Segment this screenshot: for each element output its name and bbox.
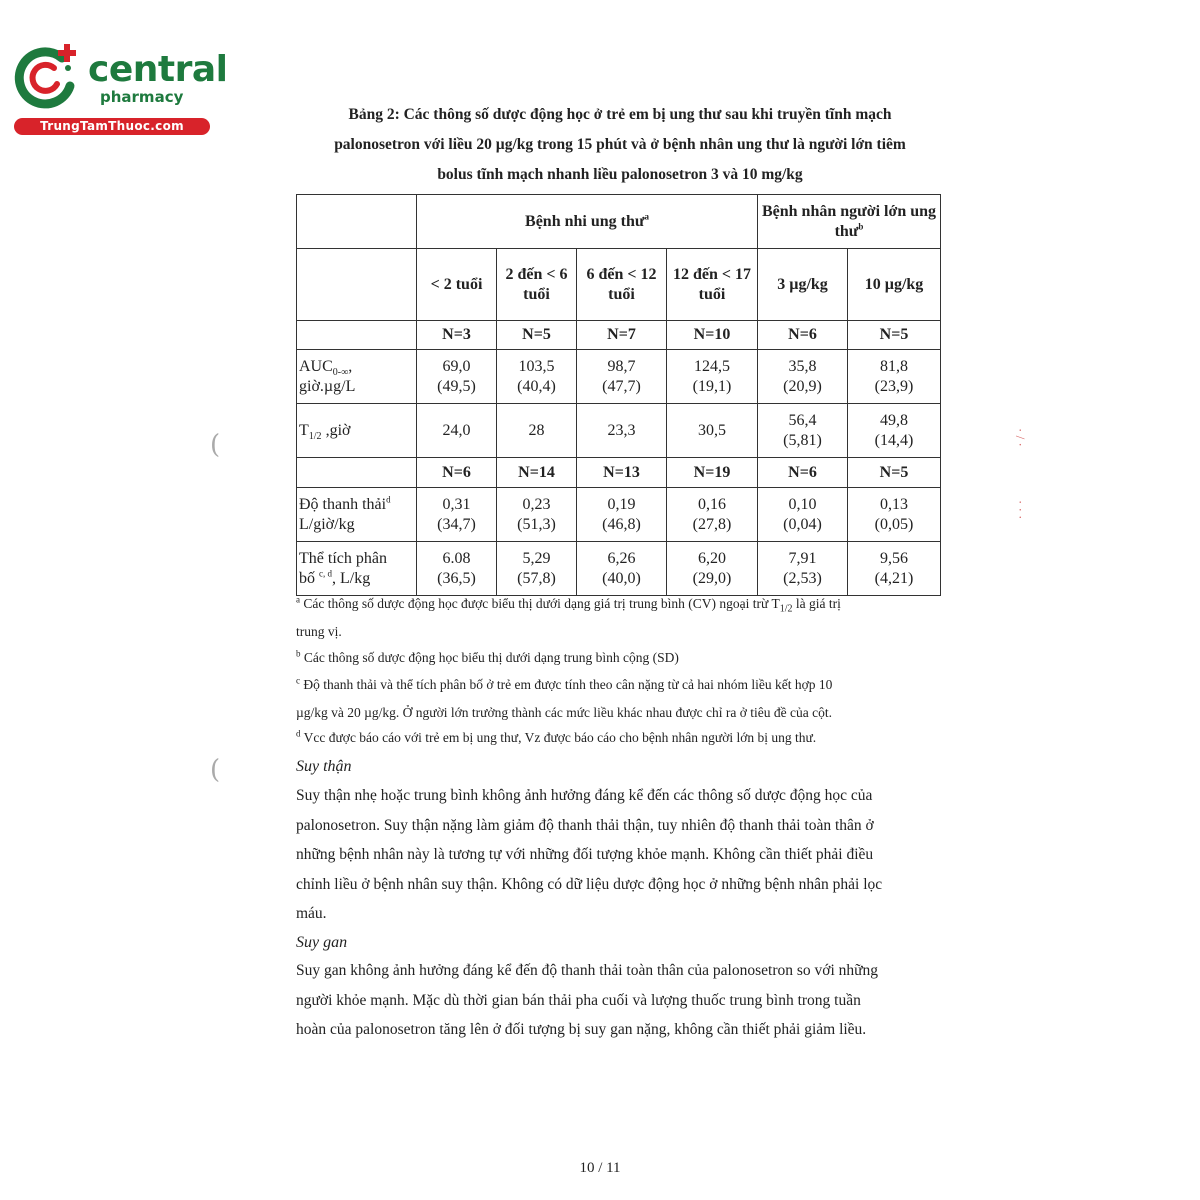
logo-brand: central — [88, 49, 228, 90]
logo-site-link[interactable]: TrungTamThuoc.com — [14, 118, 210, 135]
table-cell: 0,16 (27,8) — [667, 488, 758, 542]
scan-hole-mark: ( — [210, 430, 221, 460]
column-header: 3 µg/kg — [758, 249, 848, 321]
caption-line-2: palonosetron với liều 20 µg/kg trong 15 phút và ở bệnh nhân ung thư là người lớn tiêm — [334, 136, 906, 153]
table-cell: 0,19 (46,8) — [577, 488, 667, 542]
row-label-half-life: $T_{1/2}$ ,giờ — [297, 404, 417, 458]
table-cell: 28 — [497, 404, 577, 458]
caption-line-1: Bảng 2: Các thông số dược động học ở trẻ em bị ung thư sau khi truyền tĩnh mạch — [348, 106, 892, 123]
table-cell: N=6 — [417, 458, 497, 488]
table-cell: 6,26 (40,0) — [577, 542, 667, 596]
table-cell-empty — [297, 458, 417, 488]
table-cell: 23,3 — [577, 404, 667, 458]
table-cell: 103,5 (40,4) — [497, 350, 577, 404]
table-cell: 0,31 (34,7) — [417, 488, 497, 542]
table-cell: 5,29 (57,8) — [497, 542, 577, 596]
table-row — [297, 350, 941, 404]
table-cell: 56,4 (5,81) — [758, 404, 848, 458]
caption-line-3: bolus tĩnh mạch nhanh liều palonosetron 3 và 10 mg/kg — [437, 166, 803, 183]
table-row — [297, 321, 941, 350]
table-cell: N=6 — [758, 458, 848, 488]
table-cell: N=5 — [497, 321, 577, 350]
central-pharmacy-logo[interactable] — [10, 38, 228, 138]
table-cell: N=19 — [667, 458, 758, 488]
column-header: 10 µg/kg — [848, 249, 941, 321]
table-cell: 35,8 (20,9) — [758, 350, 848, 404]
table-cell-empty — [297, 249, 417, 321]
table-caption — [290, 100, 950, 190]
column-header: 6 đến < 12 tuổi — [577, 249, 667, 321]
footnote-a: $^a$ Các thông số dược động học được biểu thị dưới dạng giá trị trung bình (CV) ngoại trừ $T_{1/2}$ là giá trị trung vị. — [296, 594, 841, 639]
logo-mark-icon — [10, 38, 90, 118]
table-cell: 24,0 — [417, 404, 497, 458]
table-row — [297, 458, 941, 488]
table-cell-empty — [297, 321, 417, 350]
table-cell: 49,8 (14,4) — [848, 404, 941, 458]
table-cell: 69,0 (49,5) — [417, 350, 497, 404]
table-cell: 124,5 (19,1) — [667, 350, 758, 404]
table-cell: 98,7 (47,7) — [577, 350, 667, 404]
column-header: 12 đến < 17 tuổi — [667, 249, 758, 321]
table-cell: 30,5 — [667, 404, 758, 458]
row-label-volume: Thể tích phân bố $^{c, d}$, L/kg — [297, 542, 417, 596]
table-cell: N=7 — [577, 321, 667, 350]
column-header: 2 đến < 6 tuổi — [497, 249, 577, 321]
pharmacokinetics-table — [296, 194, 941, 596]
table-row — [297, 249, 941, 321]
table-cell: N=13 — [577, 458, 667, 488]
page-number: 10 / 11 — [579, 1160, 621, 1176]
table-cell-empty — [297, 195, 417, 249]
table-cell: N=5 — [848, 458, 941, 488]
table-row — [297, 195, 941, 249]
section-heading-renal: Suy thận — [296, 758, 352, 775]
table-cell: N=3 — [417, 321, 497, 350]
scan-stamp-mark: · / · — [1013, 428, 1028, 447]
table-row — [297, 542, 941, 596]
table-cell: 0,13 (0,05) — [848, 488, 941, 542]
table-cell: 0,10 (0,04) — [758, 488, 848, 542]
footnote-c: $^c$ Độ thanh thải và thể tích phân bố ở trẻ em được tính theo cân nặng từ cả hai nhóm liều kết hợp 10 µg/kg và 20 µg/kg. Ở người lớn trưởng thành các mức liều khác nhau được chỉ ra ở tiêu đề của cột. — [296, 675, 833, 720]
table-cell: 81,8 (23,9) — [848, 350, 941, 404]
logo-subtitle: pharmacy — [100, 88, 184, 106]
table-cell: 6,20 (29,0) — [667, 542, 758, 596]
table-cell: N=10 — [667, 321, 758, 350]
row-label-auc: $AUC_{0-\infty}$, giờ.µg/L — [297, 350, 417, 404]
row-label-clearance: Độ thanh thải$^d$ L/giờ/kg — [297, 488, 417, 542]
footnote-b: $^b$ Các thông số dược động học biểu thị dưới dạng trung bình cộng (SD) — [296, 648, 679, 665]
scan-stamp-mark: · · · — [1013, 500, 1028, 520]
header-adult-group: Bệnh nhân người lớn ung thư$^b$ — [758, 195, 941, 249]
table-cell: 0,23 (51,3) — [497, 488, 577, 542]
paragraph-hepatic: Suy gan không ảnh hưởng đáng kể đến độ thanh thải toàn thân của palonosetron so với những người khỏe mạnh. Mặc dù thời gian bán thải pha cuối và lượng thuốc trung bình trong tuần hoàn của palonosetron tăng lên ở đối tượng bị suy gan nặng, không cần thiết phải giảm liều. — [296, 962, 879, 1038]
table-cell: N=6 — [758, 321, 848, 350]
scan-hole-mark: ( — [210, 755, 221, 785]
header-pediatric-group: Bệnh nhi ung thư$^a$ — [417, 195, 758, 249]
table-row — [297, 404, 941, 458]
table-cell: 6.08 (36,5) — [417, 542, 497, 596]
table-cell: N=14 — [497, 458, 577, 488]
table-cell: N=5 — [848, 321, 941, 350]
table-row — [297, 488, 941, 542]
footnote-d: $^d$ Vcc được báo cáo với trẻ em bị ung thư, Vz được báo cáo cho bệnh nhân người lớn bị ung thư. — [296, 728, 817, 745]
section-heading-hepatic: Suy gan — [296, 934, 348, 951]
table-cell: 7,91 (2,53) — [758, 542, 848, 596]
paragraph-renal: Suy thận nhẹ hoặc trung bình không ảnh hưởng đáng kể đến các thông số dược động học của palonosetron. Suy thận nặng làm giảm độ thanh thải thận, tuy nhiên độ thanh thải toàn thân ở những bệnh nhân này là tương tự với những đối tượng khỏe mạnh. Không cần thiết phải điều chỉnh liều ở bệnh nhân suy thận. Không có dữ liệu dược động học ở những bệnh nhân phải lọc máu. — [296, 787, 883, 922]
table-cell: 9,56 (4,21) — [848, 542, 941, 596]
column-header: < 2 tuổi — [417, 249, 497, 321]
